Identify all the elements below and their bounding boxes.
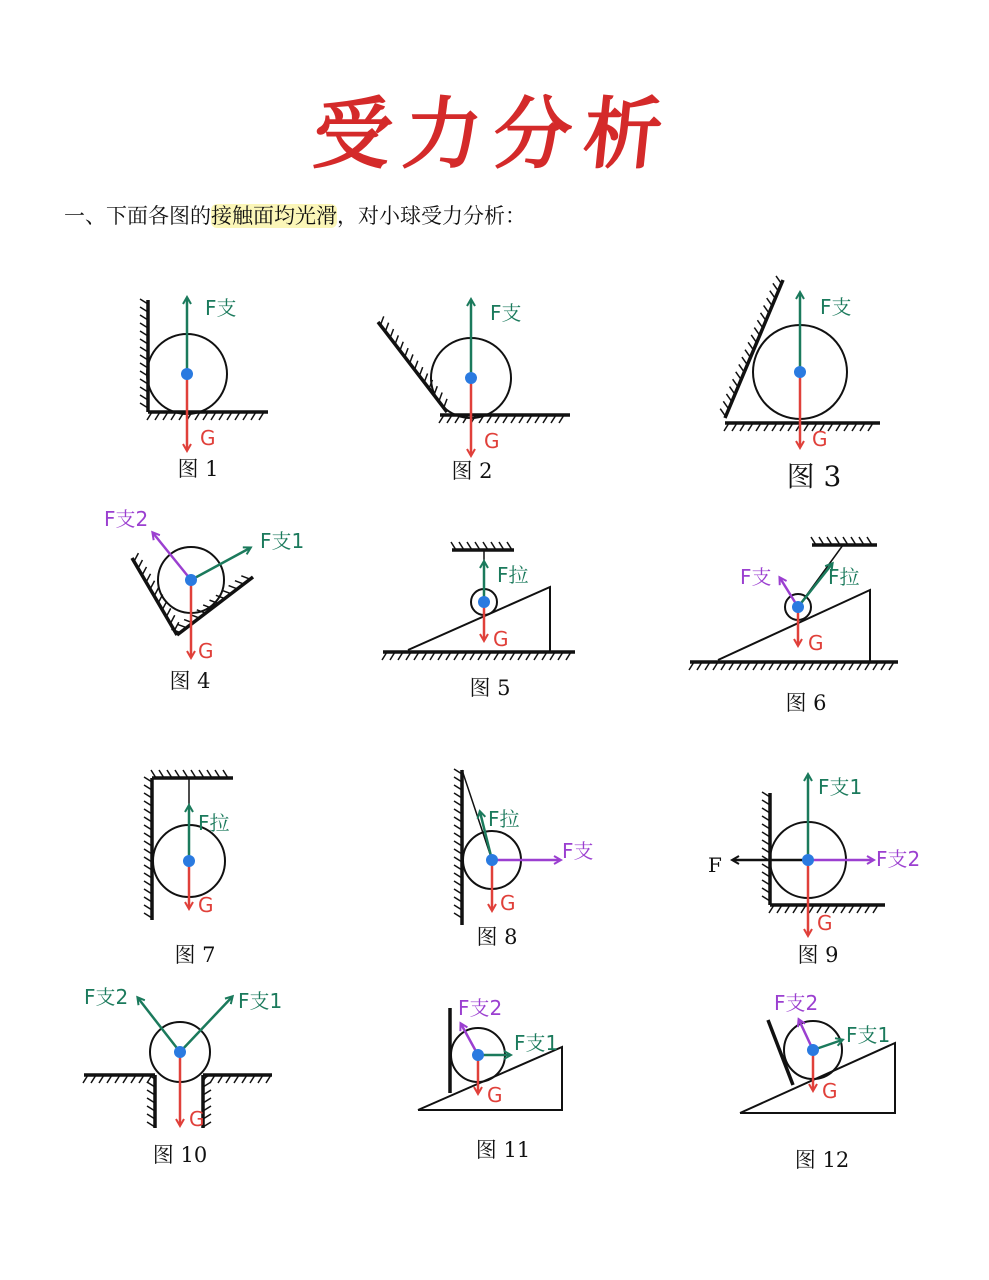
ceiling [451, 542, 514, 550]
floor-left [83, 1075, 155, 1083]
figure-caption: 图 4 [169, 669, 211, 693]
floor [147, 412, 268, 420]
force-label: G [198, 893, 214, 917]
figure-caption: 图 7 [174, 943, 216, 967]
figure-9 [708, 775, 920, 967]
force-arrow [191, 548, 250, 580]
ball-center-dot [486, 854, 498, 866]
force-label: F支1 [514, 1031, 559, 1055]
force-label: F支1 [238, 989, 283, 1013]
hatch-mark [773, 283, 778, 291]
hatch-mark [419, 367, 422, 376]
figure-4 [104, 507, 304, 693]
hatch-mark [241, 576, 250, 579]
hatch-mark [739, 364, 744, 372]
hatch-mark [178, 624, 187, 627]
hatch-mark [757, 320, 762, 328]
hatch-mark [764, 305, 769, 313]
hatch-mark [154, 588, 158, 596]
hatch-mark [390, 329, 393, 338]
ball-center-dot [185, 574, 197, 586]
left-wall [132, 553, 179, 635]
hatch-mark [415, 361, 418, 370]
hatch-mark [745, 350, 750, 358]
hatch-mark [380, 316, 383, 325]
hatch-mark [754, 328, 759, 336]
figure-caption: 图 9 [797, 943, 839, 967]
force-label: G [822, 1079, 838, 1103]
hatch-mark [424, 373, 427, 382]
hatch-mark [720, 409, 725, 417]
hatch-mark [235, 581, 244, 584]
hatch-mark [723, 401, 728, 409]
hatch-mark [736, 372, 741, 380]
hatch-mark [748, 342, 753, 350]
force-label: F拉 [828, 565, 860, 589]
ball-center-dot [802, 854, 814, 866]
ball-center-dot [472, 1049, 484, 1061]
force-arrow [798, 564, 832, 607]
force-label: F支 [740, 565, 772, 589]
hatch-mark [138, 560, 142, 568]
figure-7 [144, 770, 233, 967]
ball-center-dot [174, 1046, 186, 1058]
figure-caption: 图 6 [785, 691, 827, 715]
force-label: G [484, 429, 500, 453]
force-arrow [180, 997, 232, 1052]
wall [144, 777, 152, 920]
force-label: G [189, 1107, 205, 1131]
wall [454, 769, 462, 925]
hatch-mark [439, 393, 442, 402]
figure-6 [689, 537, 898, 715]
hatch-mark [174, 622, 178, 630]
force-label: F拉 [497, 563, 529, 587]
force-label: F支2 [876, 847, 921, 871]
force-label: F支2 [84, 985, 129, 1009]
force-label: G [493, 627, 509, 651]
force-label: F支 [205, 296, 237, 320]
hatch-mark [761, 313, 766, 321]
hatch-mark [229, 586, 238, 589]
hatch-mark [730, 387, 735, 395]
hatch-mark [742, 357, 747, 365]
force-label: F [708, 853, 722, 877]
wall [762, 792, 770, 905]
figure-5 [382, 542, 575, 700]
hatch-mark [770, 291, 775, 299]
force-label: F支 [562, 839, 594, 863]
surface-line [725, 280, 783, 418]
force-label: F支1 [846, 1023, 891, 1047]
force-label: F支 [490, 301, 522, 325]
hatch-mark [150, 581, 154, 589]
force-label: G [487, 1083, 503, 1107]
figure-3 [720, 276, 880, 493]
hatch-mark [142, 567, 146, 575]
hatch-mark [395, 335, 398, 344]
ball-center-dot [807, 1044, 819, 1056]
force-label: F拉 [488, 807, 520, 831]
instruction-prefix: 一、下面各图的 [64, 204, 211, 228]
figure-caption: 图 5 [469, 676, 511, 700]
figure-12 [740, 991, 895, 1172]
hatch-mark [170, 615, 174, 623]
force-label: G [817, 911, 833, 935]
force-label: F支1 [260, 529, 305, 553]
hatch-mark [166, 608, 170, 616]
figure-1 [140, 296, 268, 481]
ball-center-dot [794, 366, 806, 378]
floor [724, 423, 880, 431]
force-label: F支2 [104, 507, 149, 531]
hatch-mark [146, 574, 150, 582]
hatch-mark [222, 590, 231, 593]
force-label: F拉 [198, 811, 230, 835]
floor-right [202, 1075, 272, 1083]
figure-caption: 图 8 [476, 925, 518, 949]
hatch-mark [410, 354, 413, 363]
hatch-mark [385, 323, 388, 332]
figure-caption: 图 11 [475, 1138, 531, 1162]
figure-10 [83, 985, 282, 1167]
force-label: G [500, 891, 516, 915]
ceiling [811, 537, 877, 545]
hatch-mark [776, 276, 781, 284]
floor [382, 652, 575, 660]
force-label: F支 [820, 295, 852, 319]
force-label: G [198, 639, 214, 663]
hatch-mark [733, 379, 738, 387]
hatch-mark [726, 394, 731, 402]
figure-caption: 图 2 [451, 459, 493, 483]
instruction-highlight: 接触面均光滑 [211, 204, 337, 228]
force-label: F支1 [818, 775, 863, 799]
figure-caption: 图 3 [786, 460, 842, 493]
force-label: G [812, 427, 828, 451]
pit-wall-left [147, 1074, 155, 1128]
floor [689, 662, 898, 670]
slanted-wall [720, 276, 783, 418]
figure-8 [454, 769, 594, 949]
ball-center-dot [792, 601, 804, 613]
hatch-mark [405, 348, 408, 357]
figure-caption: 图 10 [152, 1143, 208, 1167]
ball-center-dot [478, 596, 490, 608]
instruction-suffix: ，对小球受力分析： [337, 204, 526, 228]
ball-center-dot [183, 855, 195, 867]
incline [408, 587, 550, 652]
figure-2 [378, 300, 570, 483]
wall [140, 299, 148, 412]
ball-center-dot [181, 368, 193, 380]
ceiling [151, 770, 233, 778]
force-arrow [138, 998, 180, 1052]
page-title: 受力分析 [309, 90, 679, 180]
hatch-mark [134, 553, 138, 561]
force-label: G [808, 631, 824, 655]
force-label: F支2 [774, 991, 819, 1015]
surface-line [177, 577, 253, 635]
hatch-mark [767, 298, 772, 306]
tilted-board [768, 1020, 793, 1085]
figure-11 [418, 996, 562, 1162]
force-label: F支2 [458, 996, 503, 1020]
ball-center-dot [465, 372, 477, 384]
hatch-mark [400, 342, 403, 351]
hatch-mark [751, 335, 756, 343]
force-label: G [200, 426, 216, 450]
figure-caption: 图 12 [794, 1148, 850, 1172]
figure-caption: 图 1 [177, 457, 219, 481]
